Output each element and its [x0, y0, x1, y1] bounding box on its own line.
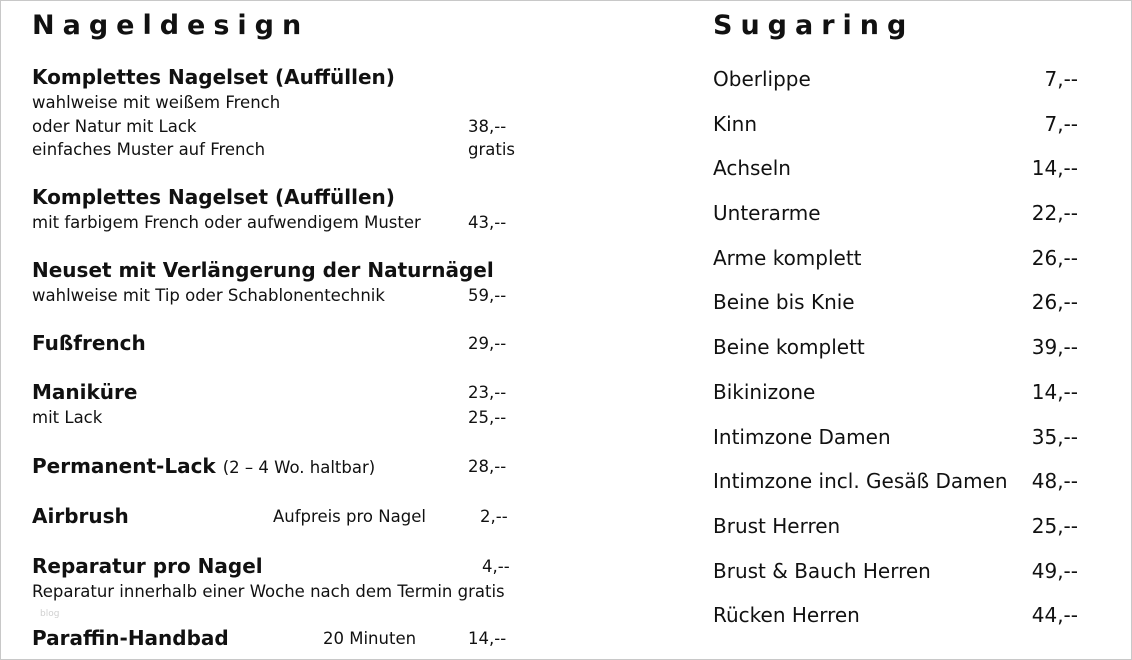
item-heading: [32, 553, 632, 580]
list-item-label: Beine komplett: [713, 335, 865, 360]
list-item-price: 7,--: [1044, 67, 1078, 91]
list-item: [713, 287, 1078, 332]
item-line: [32, 138, 632, 162]
item-heading: [32, 379, 632, 406]
sugaring-title: Sugaring: [713, 10, 915, 41]
list-item-price: 48,--: [1031, 469, 1078, 494]
list-item-price: 44,--: [1031, 603, 1078, 628]
list-item-price: 25,--: [1031, 513, 1078, 538]
list-item: [713, 466, 1078, 511]
item-heading-text: Paraffin-Handbad: [32, 626, 229, 650]
item-price: 2,--: [480, 507, 508, 526]
item-price: 14,--: [468, 629, 507, 648]
price-item: [32, 553, 632, 604]
item-heading: [32, 503, 632, 530]
item-price: gratis: [468, 140, 516, 159]
list-item: [713, 243, 1078, 288]
price-item: [32, 625, 632, 652]
item-heading: Neuset mit Verlängerung der Naturnägel: [32, 258, 494, 282]
item-price: 29,--: [468, 334, 507, 353]
list-item-price: 26,--: [1031, 245, 1078, 270]
item-heading: Komplettes Nagelset (Auffüllen): [32, 185, 395, 209]
item-line: [32, 284, 632, 308]
list-item: [713, 600, 1078, 645]
item-heading: [32, 453, 632, 480]
item-line: [32, 211, 632, 235]
item-line: [32, 91, 632, 115]
list-item: [713, 109, 1078, 154]
list-item-label: Achseln: [713, 156, 791, 181]
item-heading-note: (2 – 4 Wo. haltbar): [222, 458, 376, 477]
price-item: [32, 184, 632, 235]
list-item-price: 49,--: [1031, 558, 1078, 583]
list-item-label: Rücken Herren: [713, 603, 860, 628]
price-item: [32, 257, 632, 308]
price-item: [32, 64, 632, 162]
list-item-label: Brust Herren: [713, 513, 841, 538]
item-line-text: mit Lack: [32, 408, 103, 427]
sugaring-list: [713, 64, 1078, 645]
item-line: [32, 406, 632, 430]
list-item: [713, 422, 1078, 467]
price-item: [32, 503, 632, 530]
item-price: 28,--: [468, 457, 507, 476]
list-item-label: Brust & Bauch Herren: [713, 558, 931, 583]
item-price: 23,--: [468, 383, 507, 402]
sugaring-column: [713, 0, 1113, 660]
price-item: [32, 379, 632, 430]
item-price: 38,--: [468, 116, 507, 136]
list-item: [713, 556, 1078, 601]
item-price: 25,--: [468, 408, 507, 427]
list-item: [713, 64, 1078, 109]
list-item-price: 26,--: [1031, 290, 1078, 315]
nageldesign-title: Nageldesign: [32, 10, 310, 41]
list-item: [713, 332, 1078, 377]
watermark-text: blog: [40, 609, 60, 619]
list-item-label: Intimzone Damen: [713, 424, 891, 449]
list-item-label: Kinn: [713, 111, 758, 136]
list-item-label: Beine bis Knie: [713, 290, 855, 315]
list-item-label: Unterarme: [713, 201, 821, 226]
item-price: 4,--: [482, 557, 510, 576]
list-item-label: Oberlippe: [713, 67, 811, 91]
item-heading-text: Fußfrench: [32, 331, 146, 355]
item-line-text: einfaches Muster auf French: [32, 140, 266, 159]
list-item-price: 7,--: [1044, 111, 1078, 136]
item-price: 59,--: [468, 286, 507, 305]
item-heading-text: Airbrush: [32, 504, 129, 528]
list-item: [713, 511, 1078, 556]
list-item: [713, 153, 1078, 198]
list-item: [713, 198, 1078, 243]
item-heading-note: Aufpreis pro Nagel: [273, 507, 426, 526]
price-item: [32, 330, 632, 357]
item-line-text: mit farbigem French oder aufwendigem Muster: [32, 213, 421, 232]
item-price: 43,--: [468, 213, 507, 232]
list-item-label: Intimzone incl. Gesäß Damen: [713, 469, 1008, 494]
list-item-price: 39,--: [1031, 335, 1078, 360]
list-item-price: 22,--: [1031, 201, 1078, 226]
list-item-price: 14,--: [1031, 156, 1078, 181]
item-line-text: wahlweise mit Tip oder Schablonentechnik: [32, 286, 385, 305]
price-item: [32, 453, 632, 480]
item-line-text: Reparatur innerhalb einer Woche nach dem Termin gratis: [32, 582, 505, 601]
item-heading: Komplettes Nagelset (Auffüllen): [32, 65, 395, 89]
list-item-price: 35,--: [1031, 424, 1078, 449]
item-line-text: oder Natur mit Lack: [32, 116, 197, 136]
item-line: [32, 115, 632, 139]
item-heading-text: Permanent-Lack: [32, 454, 216, 478]
list-item: [713, 377, 1078, 422]
item-line-text: wahlweise mit weißem French: [32, 93, 281, 112]
item-heading-text: Reparatur pro Nagel: [32, 554, 263, 578]
item-heading: [32, 625, 632, 652]
item-heading-note: 20 Minuten: [323, 629, 417, 648]
list-item-label: Arme komplett: [713, 245, 862, 270]
item-line: [32, 580, 632, 604]
item-heading: [32, 330, 632, 357]
list-item-label: Bikinizone: [713, 379, 816, 404]
item-heading-text: Maniküre: [32, 380, 138, 404]
list-item-price: 14,--: [1031, 379, 1078, 404]
nageldesign-column: [32, 0, 652, 660]
